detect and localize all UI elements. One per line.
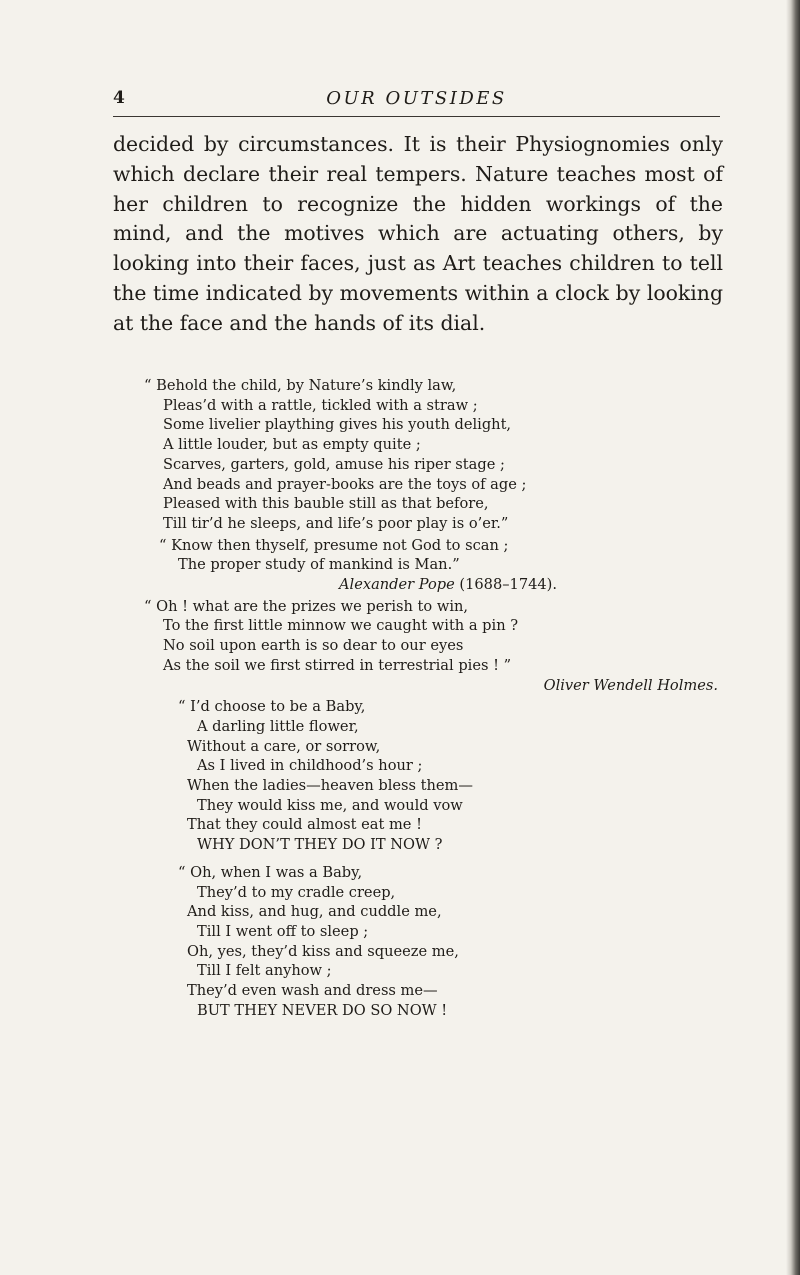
poem-holmes bbox=[144, 597, 718, 696]
verse-line: As I lived in childhood’s hour ; bbox=[197, 757, 423, 775]
page-header bbox=[113, 86, 720, 117]
page-number: 4 bbox=[113, 88, 125, 108]
verse-line: No soil upon earth is so dear to our eyes bbox=[163, 637, 464, 655]
verse-line: They’d even wash and dress me— bbox=[187, 982, 438, 1000]
verse-line: To the first little minnow we caught with a pin ? bbox=[163, 617, 519, 635]
verse-line: And beads and prayer-books are the toys of age ; bbox=[163, 475, 527, 493]
verse-line: They’d to my cradle creep, bbox=[197, 883, 396, 901]
verse-line: Oh, yes, they’d kiss and squeeze me, bbox=[187, 942, 459, 960]
verse-line: “ Know then thyself, presume not God to scan ; bbox=[159, 536, 509, 554]
verse-line: A darling little flower, bbox=[197, 717, 359, 735]
verse-line: Till tir’d he sleeps, and life’s poor play is o’er.” bbox=[163, 514, 509, 532]
verse-line: Scarves, garters, gold, amuse his riper stage ; bbox=[163, 455, 505, 473]
verse-line: “ Behold the child, by Nature’s kindly law, bbox=[144, 377, 457, 394]
attribution: Oliver Wendell Holmes. bbox=[543, 676, 718, 694]
body-paragraph: decided by circumstances. It is their Physiognomies only which declare their real tempers. Nature teaches most of her children to recognize the hidden workings of the mind, and the motives which are actuating others, by looking into their faces, just as Art teaches children to tell the time indicated by movements within a clock by looking at the face and the hands of its dial. bbox=[113, 132, 723, 335]
verse-line: Without a care, or sorrow, bbox=[187, 737, 381, 755]
page-edge-shadow bbox=[786, 0, 800, 1275]
verse-line: That they could almost eat me ! bbox=[187, 816, 422, 834]
verse-line: They would kiss me, and would vow bbox=[197, 796, 463, 814]
verse-line: A little louder, but as empty quite ; bbox=[163, 436, 421, 454]
quoted-verses bbox=[130, 376, 730, 1021]
verse-line: BUT THEY NEVER DO SO NOW ! bbox=[197, 1001, 448, 1019]
attribution-dates: (1688–1744). bbox=[459, 576, 558, 594]
attribution-name: Alexander Pope bbox=[339, 576, 455, 594]
verse-line: When the ladies—heaven bless them— bbox=[187, 777, 473, 795]
verse-line: “ Oh ! what are the prizes we perish to win, bbox=[144, 597, 469, 615]
poem-baby-two bbox=[178, 863, 730, 1021]
verse-line: “ I’d choose to be a Baby, bbox=[178, 698, 366, 716]
verse-line: As the soil we first stirred in terrestrial pies ! ” bbox=[163, 656, 512, 674]
verse-line: WHY DON’T THEY DO IT NOW ? bbox=[197, 836, 443, 854]
verse-line: The proper study of mankind is Man.” bbox=[178, 556, 460, 574]
poem-pope-know-thyself bbox=[159, 536, 730, 595]
poem-pope-seven-ages bbox=[144, 376, 730, 534]
running-title: OUR OUTSIDES bbox=[326, 88, 507, 109]
verse-line: Some livelier plaything gives his youth delight, bbox=[163, 416, 512, 434]
poem-baby-one bbox=[178, 697, 730, 855]
verse-line: Till I went off to sleep ; bbox=[197, 922, 369, 940]
verse-line: Pleas’d with a rattle, tickled with a straw ; bbox=[163, 396, 478, 414]
verse-line: And kiss, and hug, and cuddle me, bbox=[187, 903, 442, 921]
verse-line: Till I felt anyhow ; bbox=[197, 962, 332, 980]
verse-line: Pleased with this bauble still as that before, bbox=[163, 495, 489, 513]
verse-line: “ Oh, when I was a Baby, bbox=[178, 863, 363, 881]
attribution bbox=[159, 575, 730, 595]
